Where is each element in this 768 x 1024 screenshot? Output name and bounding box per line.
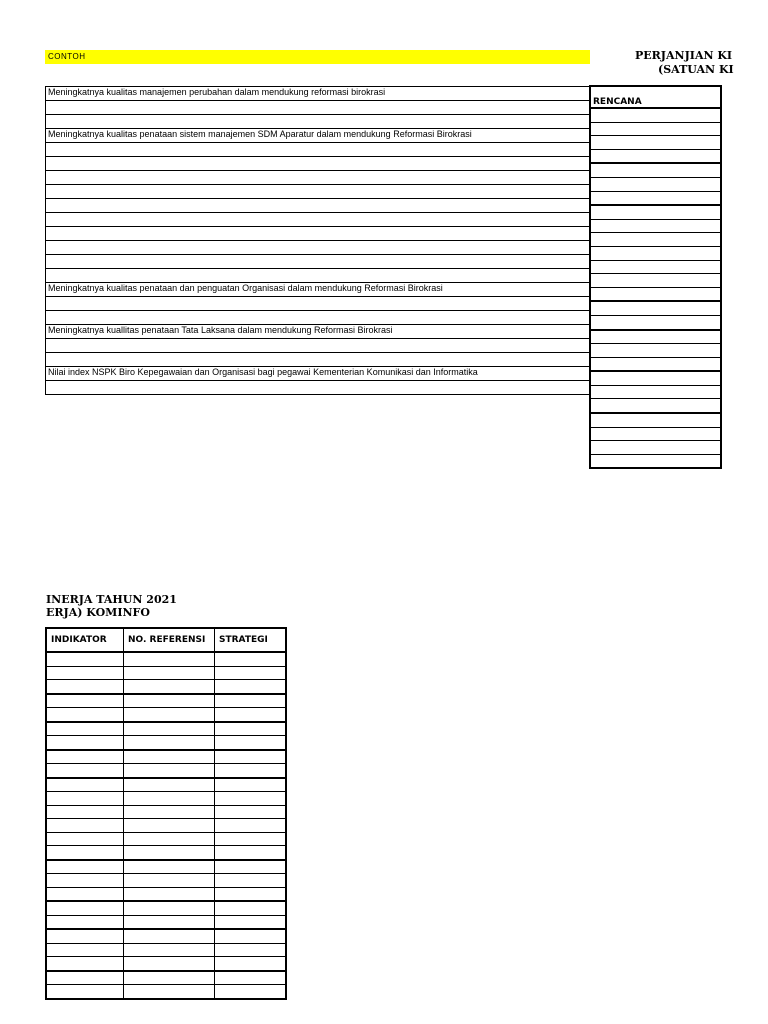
indicator-row — [46, 971, 286, 985]
indicator-cell — [124, 764, 215, 778]
rencana-row — [590, 274, 721, 288]
goal-row — [46, 115, 590, 129]
rencana-cell — [590, 177, 721, 191]
indicator-cell — [124, 901, 215, 915]
indicator-cell — [46, 929, 124, 943]
indicator-cell — [124, 694, 215, 708]
rencana-row — [590, 246, 721, 260]
rencana-row — [590, 441, 721, 455]
indicator-cell — [46, 874, 124, 888]
rencana-cell — [590, 233, 721, 247]
rencana-cell — [590, 413, 721, 427]
goals-table — [45, 86, 590, 395]
indicator-cell — [46, 764, 124, 778]
rencana-cell — [590, 344, 721, 358]
indicator-cell — [124, 750, 215, 764]
rencana-row — [590, 301, 721, 315]
indicator-cell — [124, 971, 215, 985]
indicator-cell — [215, 901, 287, 915]
indicator-cell — [46, 666, 124, 680]
indicator-cell — [46, 943, 124, 957]
rencana-row — [590, 315, 721, 329]
indicator-cell — [124, 708, 215, 722]
goal-row — [46, 255, 590, 269]
indicator-cell — [215, 805, 287, 819]
goal-cell: Meningkatnya kualitas penataan sistem manajemen SDM Aparatur dalam mendukung Reformasi Birokrasi — [46, 129, 590, 143]
indicator-cell — [124, 957, 215, 971]
indicator-cell — [46, 971, 124, 985]
goal-row — [46, 297, 590, 311]
indicator-cell — [124, 792, 215, 806]
indicator-row — [46, 764, 286, 778]
goal-cell — [46, 255, 590, 269]
indicator-row — [46, 708, 286, 722]
goal-cell — [46, 227, 590, 241]
indicator-cell — [215, 778, 287, 792]
indicator-row — [46, 874, 286, 888]
indicator-row — [46, 943, 286, 957]
rencana-cell — [590, 219, 721, 233]
header-no-referensi: NO. REFERENSI — [124, 628, 215, 652]
indicator-row — [46, 832, 286, 846]
rencana-row — [590, 427, 721, 441]
indicator-cell — [124, 929, 215, 943]
rencana-cell — [590, 399, 721, 413]
header-indikator: INDIKATOR — [46, 628, 124, 652]
indicator-cell — [124, 666, 215, 680]
indicator-cell — [215, 943, 287, 957]
indicator-cell — [215, 652, 287, 666]
goal-cell — [46, 157, 590, 171]
rencana-row — [590, 385, 721, 399]
rencana-row — [590, 219, 721, 233]
goal-cell — [46, 185, 590, 199]
rencana-cell — [590, 246, 721, 260]
rencana-cell — [590, 274, 721, 288]
rencana-cell — [590, 149, 721, 163]
agreement-title-line2: (SATUAN KI — [658, 63, 734, 76]
indicator-cell — [46, 957, 124, 971]
indicator-row — [46, 778, 286, 792]
indicator-cell — [46, 694, 124, 708]
rencana-cell — [590, 330, 721, 344]
goal-row — [46, 213, 590, 227]
indicator-cell — [215, 694, 287, 708]
performance-title-line1: INERJA TAHUN 2021 — [46, 593, 177, 606]
indicator-row — [46, 901, 286, 915]
rencana-cell — [590, 441, 721, 455]
indicator-cell — [46, 860, 124, 874]
header-strategi: STRATEGI — [215, 628, 287, 652]
rencana-row — [590, 122, 721, 136]
rencana-table — [589, 85, 722, 469]
indicator-cell — [124, 778, 215, 792]
indicator-cell — [46, 819, 124, 833]
goal-cell — [46, 171, 590, 185]
goal-cell — [46, 241, 590, 255]
indicator-cell — [215, 929, 287, 943]
indicator-cell — [215, 680, 287, 694]
rencana-cell — [590, 454, 721, 468]
indicator-cell — [215, 971, 287, 985]
indicator-cell — [46, 832, 124, 846]
indicator-cell — [46, 652, 124, 666]
indicator-cell — [46, 915, 124, 929]
indicator-cell — [215, 764, 287, 778]
goal-row — [46, 353, 590, 367]
indicator-cell — [215, 846, 287, 860]
indicator-cell — [46, 985, 124, 999]
goal-cell — [46, 381, 590, 395]
goal-row — [46, 185, 590, 199]
indicator-row — [46, 915, 286, 929]
rencana-row — [590, 149, 721, 163]
goal-cell — [46, 101, 590, 115]
rencana-cell — [590, 385, 721, 399]
indicator-cell — [124, 846, 215, 860]
indicator-cell — [46, 792, 124, 806]
indicator-row — [46, 792, 286, 806]
rencana-cell — [590, 315, 721, 329]
indicator-row — [46, 805, 286, 819]
indicator-cell — [46, 736, 124, 750]
goal-cell: Meningkatnya kualitas manajemen perubahan dalam mendukung reformasi birokrasi — [46, 87, 590, 101]
goal-cell — [46, 339, 590, 353]
indicator-cell — [215, 832, 287, 846]
indicator-cell — [46, 846, 124, 860]
goal-cell — [46, 297, 590, 311]
rencana-cell — [590, 357, 721, 371]
goal-row — [46, 325, 590, 339]
goal-cell — [46, 311, 590, 325]
rencana-cell — [590, 287, 721, 301]
goal-row — [46, 339, 590, 353]
rencana-row — [590, 357, 721, 371]
rencana-row — [590, 413, 721, 427]
rencana-row — [590, 191, 721, 205]
goal-cell — [46, 353, 590, 367]
rencana-cell — [590, 163, 721, 177]
goal-row — [46, 311, 590, 325]
indicator-row — [46, 694, 286, 708]
goal-row — [46, 129, 590, 143]
rencana-row — [590, 454, 721, 468]
indicator-cell — [46, 708, 124, 722]
goal-row — [46, 87, 590, 101]
rencana-cell — [590, 205, 721, 219]
goal-row — [46, 171, 590, 185]
indicator-row — [46, 929, 286, 943]
rencana-row — [590, 287, 721, 301]
indicator-cell — [124, 915, 215, 929]
indicator-cell — [215, 915, 287, 929]
rencana-cell — [590, 122, 721, 136]
indicator-row — [46, 860, 286, 874]
indicator-cell — [215, 819, 287, 833]
indicator-cell — [46, 680, 124, 694]
indicator-cell — [215, 722, 287, 736]
indicator-cell — [124, 722, 215, 736]
agreement-title-line1: PERJANJIAN KI — [635, 49, 733, 62]
goal-row — [46, 381, 590, 395]
indicator-cell — [215, 957, 287, 971]
indicator-cell — [46, 778, 124, 792]
goal-row — [46, 283, 590, 297]
indicator-cell — [124, 652, 215, 666]
indicator-cell — [46, 722, 124, 736]
rencana-cell — [590, 191, 721, 205]
rencana-cell — [590, 260, 721, 274]
indicator-cell — [215, 887, 287, 901]
rencana-row — [590, 163, 721, 177]
rencana-row — [590, 371, 721, 385]
goal-row — [46, 199, 590, 213]
goal-row — [46, 367, 590, 381]
rencana-row — [590, 260, 721, 274]
indicator-cell — [215, 750, 287, 764]
goal-cell: Nilai index NSPK Biro Kepegawaian dan Organisasi bagi pegawai Kementerian Komunikasi dan Informatika — [46, 367, 590, 381]
indicator-row — [46, 957, 286, 971]
goal-cell — [46, 199, 590, 213]
indicator-cell — [215, 874, 287, 888]
indicator-cell — [124, 680, 215, 694]
indicator-cell — [215, 708, 287, 722]
goal-row — [46, 241, 590, 255]
indicator-cell — [124, 985, 215, 999]
indicator-row — [46, 680, 286, 694]
goal-row — [46, 143, 590, 157]
rencana-cell — [590, 427, 721, 441]
indicator-table — [45, 627, 287, 1000]
indicator-row — [46, 846, 286, 860]
goal-cell — [46, 143, 590, 157]
rencana-row — [590, 177, 721, 191]
indicator-cell — [124, 943, 215, 957]
indicator-cell — [124, 860, 215, 874]
indicator-cell — [215, 985, 287, 999]
goal-cell — [46, 213, 590, 227]
indicator-row — [46, 736, 286, 750]
goal-cell — [46, 115, 590, 129]
rencana-row — [590, 205, 721, 219]
indicator-cell — [215, 666, 287, 680]
rencana-row — [590, 399, 721, 413]
indicator-cell — [124, 819, 215, 833]
rencana-header: RENCANA — [590, 86, 721, 108]
goal-row — [46, 101, 590, 115]
goal-cell: Meningkatnya kualitas penataan dan penguatan Organisasi dalam mendukung Reformasi Birokrasi — [46, 283, 590, 297]
goal-row — [46, 269, 590, 283]
indicator-cell — [46, 805, 124, 819]
indicator-row — [46, 887, 286, 901]
indicator-row — [46, 750, 286, 764]
goal-row — [46, 227, 590, 241]
indicator-cell — [46, 887, 124, 901]
indicator-row — [46, 652, 286, 666]
indicator-row — [46, 819, 286, 833]
indicator-cell — [46, 901, 124, 915]
indicator-cell — [215, 736, 287, 750]
indicator-row — [46, 722, 286, 736]
indicator-cell — [124, 805, 215, 819]
performance-title-line2: ERJA) KOMINFO — [46, 606, 150, 619]
rencana-cell — [590, 108, 721, 122]
indicator-row — [46, 666, 286, 680]
indicator-cell — [124, 832, 215, 846]
indicator-cell — [46, 750, 124, 764]
indicator-cell — [124, 887, 215, 901]
contoh-label: CONTOH — [45, 50, 590, 64]
rencana-row — [590, 330, 721, 344]
rencana-cell — [590, 301, 721, 315]
rencana-cell — [590, 136, 721, 150]
rencana-row — [590, 344, 721, 358]
goal-row — [46, 157, 590, 171]
rencana-row — [590, 136, 721, 150]
rencana-row — [590, 108, 721, 122]
indicator-row — [46, 985, 286, 999]
rencana-row — [590, 233, 721, 247]
indicator-cell — [215, 860, 287, 874]
indicator-cell — [124, 736, 215, 750]
goal-cell — [46, 269, 590, 283]
indicator-cell — [215, 792, 287, 806]
indicator-cell — [124, 874, 215, 888]
rencana-cell — [590, 371, 721, 385]
goal-cell: Meningkatnya kuallitas penataan Tata Laksana dalam mendukung Reformasi Birokrasi — [46, 325, 590, 339]
